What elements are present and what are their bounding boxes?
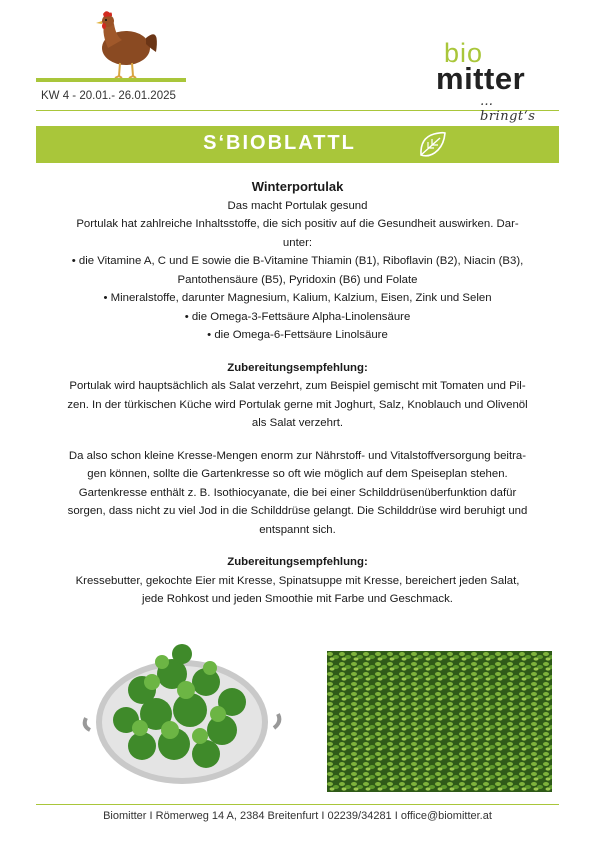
paragraph-line: sorgen, dass nicht zu viel Jod in die Schilddrüse gelangt. Die Schilddrüse wird beruhigt und bbox=[67, 505, 528, 517]
leaf-icon bbox=[416, 128, 448, 160]
paragraph-line: Da also schon kleine Kresse-Mengen enorm zur Nährstoff- und Vitalstoffversorgung beitra- bbox=[68, 449, 527, 462]
section-heading: Zubereitungsempfehlung: bbox=[227, 361, 368, 374]
paragraph-line: als Salat verzehrt. bbox=[251, 417, 344, 429]
section-heading: Zubereitungsempfehlung: bbox=[227, 556, 368, 568]
paragraph-line: Gartenkresse enthält z. B. Isothiocyanate, die bei einer Schilddrüsenüberfunktion dafür bbox=[78, 486, 517, 499]
week-label: KW 4 - 20.01.- 26.01.2025 bbox=[41, 90, 176, 102]
header-accent-rule bbox=[36, 78, 186, 82]
logo-bio: bio bbox=[444, 38, 484, 68]
paragraph-line: gen können, sollte die Gartenkresse so oft wie möglich auf dem Speiseplan stehen. bbox=[87, 468, 508, 480]
paragraph-line: Portulak wird hauptsächlich als Salat verzehrt, zum Beispiel gemischt mit Tomaten und Pil- bbox=[69, 380, 526, 392]
article-title: Winterportulak bbox=[251, 179, 344, 194]
intro-line: Portulak hat zahlreiche Inhaltsstoffe, die sich positiv auf die Gesundheit auswirken. Dar- bbox=[76, 218, 519, 230]
banner-title: S‘BIOBLATTL bbox=[203, 132, 356, 154]
garden-cress-photo bbox=[327, 651, 552, 792]
paragraph-line: zen. In der türkischen Küche wird Portulak gerne mit Joghurt, Salz, Knoblauch und Olivenöl bbox=[67, 398, 528, 411]
title-banner bbox=[36, 126, 559, 163]
bullet-item: Pantothensäure (B5), Pyridoxin (B6) und Folate bbox=[177, 273, 418, 286]
logo-mitter: mitter bbox=[436, 61, 526, 96]
biomitter-logo bbox=[436, 38, 546, 124]
hen-illustration bbox=[92, 8, 162, 80]
footer-contact: Biomitter I Römerweg 14 A, 2384 Breitenfurt I 02239/34281 I office@biomitter.at bbox=[103, 810, 492, 822]
bullet-item: • die Omega-6-Fettsäure Linolsäure bbox=[207, 329, 388, 341]
bullet-item: • die Vitamine A, C und E sowie die B-Vitamine Thiamin (B1), Riboflavin (B2), Niacin (B3), bbox=[71, 255, 524, 267]
paragraph-line: entspannt sich. bbox=[259, 523, 336, 536]
purslane-colander-photo bbox=[82, 630, 282, 790]
article-body bbox=[36, 178, 559, 609]
footer-divider bbox=[36, 804, 559, 805]
paragraph-line: jede Rohkost und jeden Smoothie mit Farbe und Geschmack. bbox=[142, 593, 453, 605]
paragraph-line: Kressebutter, gekochte Eier mit Kresse, Spinatsuppe mit Kresse, bereichert jeden Salat, bbox=[75, 574, 520, 587]
bullet-item: • Mineralstoffe, darunter Magnesium, Kalium, Kalzium, Eisen, Zink und Selen bbox=[103, 292, 492, 304]
logo-tagline: …bringt‘s bbox=[480, 94, 536, 124]
bullet-item: • die Omega-3-Fettsäure Alpha-Linolensäure bbox=[184, 310, 411, 323]
intro-line: unter: bbox=[282, 236, 313, 249]
intro-line: Das macht Portulak gesund bbox=[227, 199, 368, 212]
